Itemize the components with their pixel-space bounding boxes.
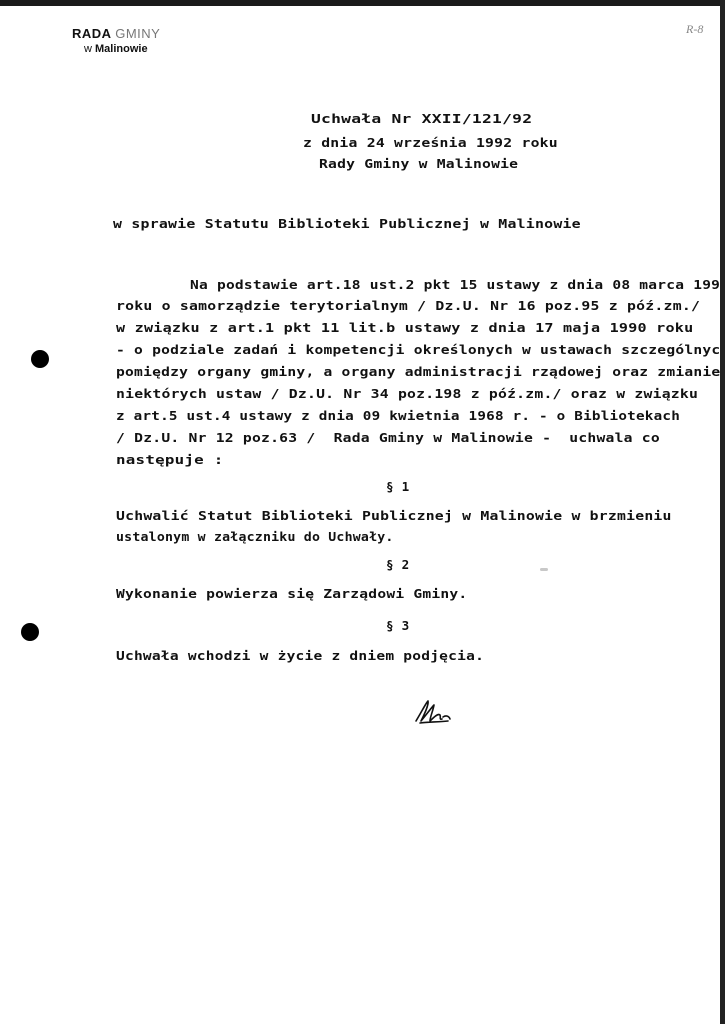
section-marker: § 1 (386, 479, 410, 494)
binder-hole-mark (21, 623, 39, 641)
scan-top-edge (0, 0, 725, 6)
preamble-line: - o podziale zadań i kompetencji określonych w ustawach szczególnyc (116, 342, 721, 357)
section-text-line: Uchwalić Statut Biblioteki Publicznej w Malinowie w brzmieniu (116, 508, 672, 523)
section-marker: § 2 (386, 557, 410, 572)
handwritten-signature (412, 697, 454, 727)
stamp-place: Malinowie (95, 43, 148, 55)
section-text-line: Uchwała wchodzi w życie z dniem podjęcia. (116, 648, 485, 663)
preamble-line: Na podstawie art.18 ust.2 pkt 15 ustawy z dnia 08 marca 199 (190, 277, 721, 292)
stamp-place-prefix: w (84, 43, 92, 55)
preamble-line: następuje : (116, 452, 224, 467)
stamp-org-faint: GMINY (115, 26, 161, 41)
letterhead-stamp (72, 26, 192, 60)
preamble-line: / Dz.U. Nr 12 poz.63 / Rada Gminy w Malinowie - uchwala co (116, 430, 660, 445)
preamble-line: z art.5 ust.4 ustawy z dnia 09 kwietnia 1968 r. - o Bibliotekach (116, 408, 681, 423)
subject-line: w sprawie Statutu Biblioteki Publicznej w Malinowie (113, 216, 581, 231)
section-text-line: ustalonym w załączniku do Uchwały. (116, 529, 394, 544)
binder-hole-mark (31, 350, 49, 368)
corner-handwritten-note: R-8 (686, 22, 704, 36)
section-text-line: Wykonanie powierza się Zarządowi Gminy. (116, 586, 468, 601)
resolution-issuer: Rady Gminy w Malinowie (319, 156, 519, 171)
scan-right-edge (720, 0, 725, 1024)
section-marker: § 3 (386, 618, 410, 633)
preamble-line: niektórych ustaw / Dz.U. Nr 34 poz.198 z póź.zm./ oraz w związku (116, 386, 699, 401)
scan-speck (540, 568, 548, 571)
resolution-number: Uchwała Nr XXII/121/92 (311, 111, 533, 126)
preamble-line: w związku z art.1 pkt 11 lit.b ustawy z dnia 17 maja 1990 roku (116, 320, 694, 335)
stamp-org: RADA (72, 26, 112, 41)
preamble-line: pomiędzy organy gminy, a organy administracji rządowej oraz zmianie (116, 364, 721, 379)
preamble-line: roku o samorządzie terytorialnym / Dz.U. Nr 16 poz.95 z póź.zm./ (116, 298, 701, 313)
resolution-date: z dnia 24 września 1992 roku (303, 135, 558, 150)
